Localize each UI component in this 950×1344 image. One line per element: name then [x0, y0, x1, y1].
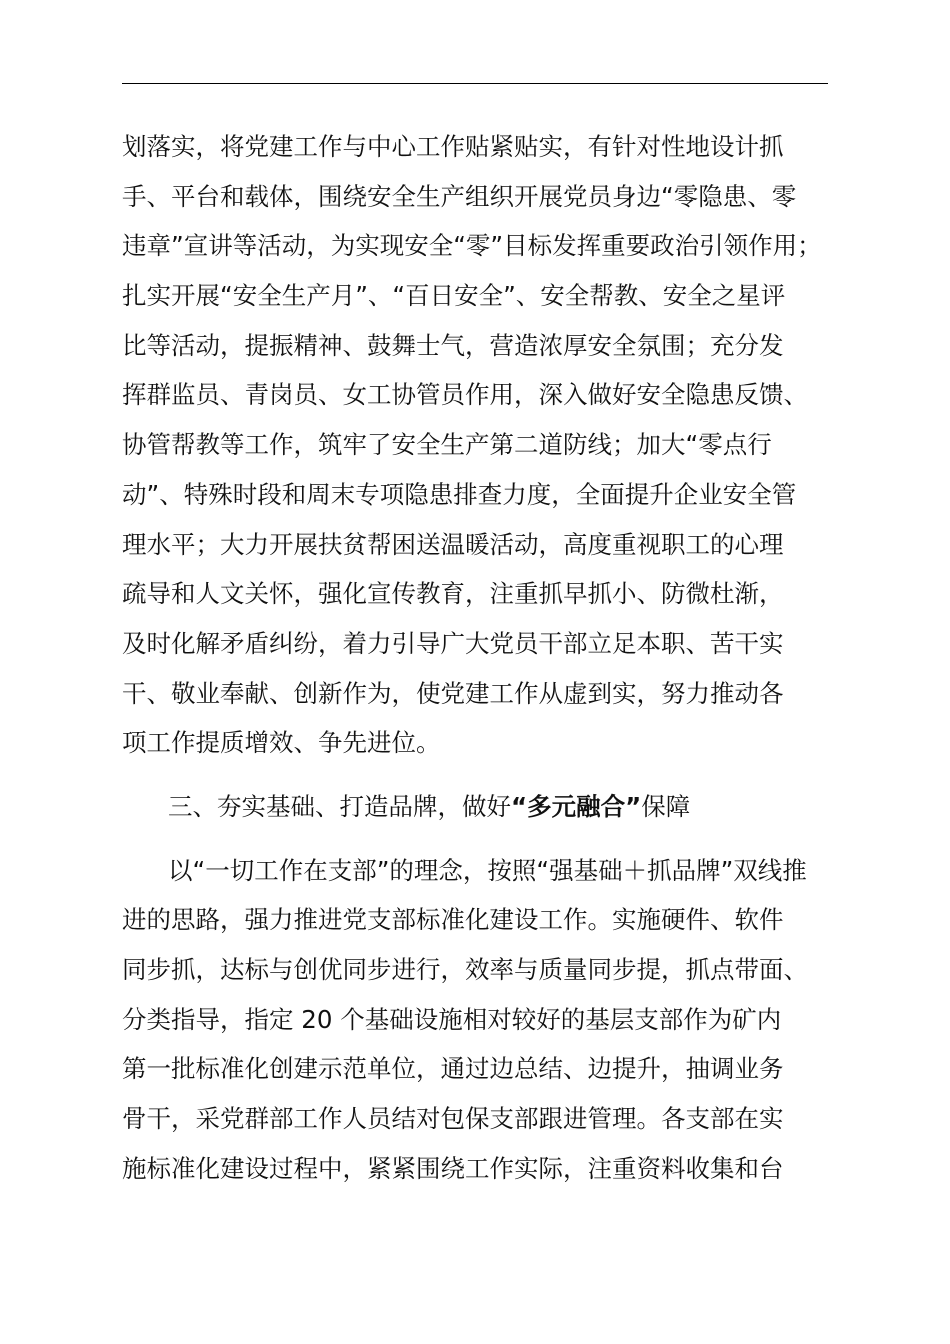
text-line: 疏导和人文关怀，强化宣传教育，注重抓早抓小、防微杜渐，: [122, 579, 784, 609]
text-line: 比等活动，提振精神、鼓舞士气，营造浓厚安全氛围；充分发: [122, 330, 784, 360]
text-line: 骨干，采党群部工作人员结对包保支部跟进管理。各支部在实: [122, 1104, 784, 1134]
text-line: 分类指导，指定 20 个基础设施相对较好的基层支部作为矿内: [122, 1004, 782, 1034]
document-page: [122, 122, 832, 1193]
text-line: 进的思路，强力推进党支部标准化建设工作。实施硬件、软件: [122, 905, 784, 935]
text-line: 动”、特殊时段和周末专项隐患排查力度，全面提升企业安全管: [122, 479, 797, 509]
header-rule: [122, 83, 828, 84]
heading-quoted: “多元融合”: [511, 791, 642, 821]
heading-prefix: 三、夯实基础、打造品牌，做好: [168, 791, 511, 821]
text-line: 理水平；大力开展扶贫帮困送温暖活动，高度重视职工的心理: [122, 529, 784, 559]
text-line: 划落实，将党建工作与中心工作贴紧贴实，有针对性地设计抓: [122, 132, 784, 161]
paragraph-1: [122, 122, 832, 768]
text-line: 项工作提质增效、争先进位。: [122, 728, 441, 758]
text-line: 挥群监员、青岗员、女工协管员作用，深入做好安全隐患反馈、: [122, 380, 808, 410]
text-line: 同步抓，达标与创优同步进行，效率与质量同步提，抓点带面、: [122, 955, 808, 984]
text-line: 施标准化建设过程中，紧紧围绕工作实际，注重资料收集和台: [122, 1153, 784, 1183]
text-line: 违章”宣讲等活动，为实现安全“零”目标发挥重要政治引领作用；: [122, 231, 822, 261]
paragraph-2: [122, 846, 832, 1194]
text-line: 及时化解矛盾纠纷，着力引导广大党员干部立足本职、苦干实: [122, 628, 784, 658]
text-line: 以“一切工作在支部”的理念，按照“强基础＋抓品牌”双线推: [168, 855, 807, 885]
text-line: 第一批标准化创建示范单位，通过边总结、边提升，抽调业务: [122, 1054, 784, 1084]
section-heading: [122, 782, 832, 832]
text-line: 手、平台和载体，围绕安全生产组织开展党员身边“零隐患、零: [122, 181, 797, 211]
text-line: 扎实开展“安全生产月”、“百日安全”、安全帮教、安全之星评: [122, 281, 786, 311]
heading-suffix: 保障: [641, 791, 691, 821]
text-line: 协管帮教等工作，筑牢了安全生产第二道防线；加大“零点行: [122, 430, 772, 460]
text-line: 干、敬业奉献、创新作为，使党建工作从虚到实，努力推动各: [122, 678, 784, 708]
